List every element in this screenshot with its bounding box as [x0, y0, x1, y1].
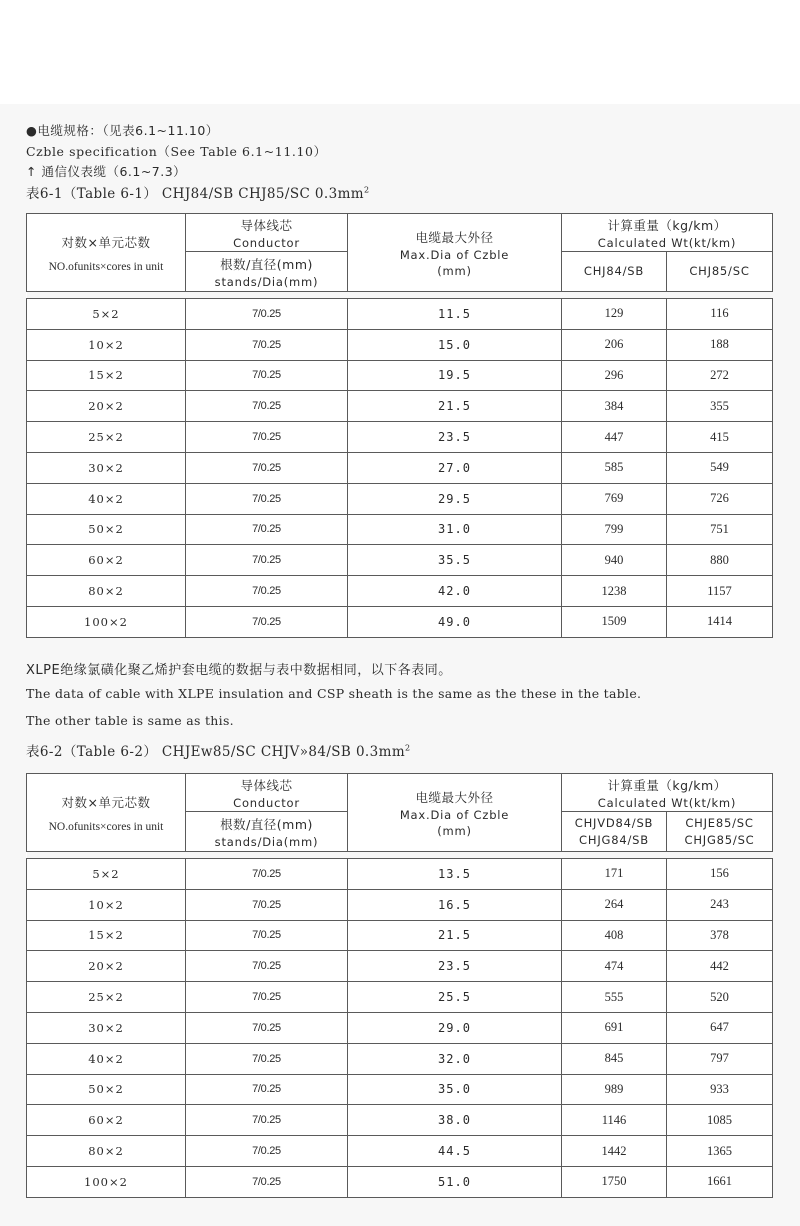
table-row [27, 360, 773, 391]
diameter-cell: 35.5 [348, 545, 562, 576]
pairs-cell: 60×2 [27, 1105, 186, 1136]
header-weight-cn: 计算重量（kg/km） [607, 217, 727, 233]
weight-b-cell: 116 [667, 299, 773, 330]
pairs-cell: 30×2 [27, 1012, 186, 1043]
conductor-cell: 7/0.25 [186, 920, 348, 951]
header-weight [562, 774, 773, 812]
weight-b-cell: 1661 [667, 1166, 773, 1197]
pairs-cell: 25×2 [27, 422, 186, 453]
pairs-cell: 100×2 [27, 606, 186, 637]
pairs-cell: 50×2 [27, 514, 186, 545]
weight-b-cell: 442 [667, 951, 773, 982]
pairs-cell: 100×2 [27, 1166, 186, 1197]
weight-b-cell: 933 [667, 1074, 773, 1105]
header-pairs-cn: 对数×单元芯数 [61, 794, 151, 810]
weight-b-cell: 1157 [667, 576, 773, 607]
pairs-cell: 40×2 [27, 483, 186, 514]
intro-category: ↑ 通信仪表缆（6.1~7.3） [26, 164, 187, 179]
header-model-a2: CHJG84/SB [579, 832, 649, 847]
pairs-cell: 20×2 [27, 391, 186, 422]
weight-a-cell: 1238 [562, 576, 667, 607]
header-strands [186, 812, 348, 852]
header-model-a [562, 812, 667, 852]
header-conductor-en: Conductor [233, 235, 300, 250]
table-row [27, 422, 773, 453]
weight-a-cell: 555 [562, 982, 667, 1013]
diameter-cell: 25.5 [348, 982, 562, 1013]
table1-caption-sup: 2 [364, 185, 370, 195]
header-strands-cn: 根数/直径(mm) [220, 816, 313, 832]
intro-spec-en: Czble specification（See Table 6.1~11.10） [26, 144, 327, 159]
diameter-cell: 23.5 [348, 422, 562, 453]
table-row [27, 1166, 773, 1197]
header-diameter-cn: 电缆最大外径 [415, 789, 494, 805]
conductor-cell: 7/0.25 [186, 299, 348, 330]
diameter-cell: 21.5 [348, 920, 562, 951]
weight-b-cell: 726 [667, 483, 773, 514]
weight-b-cell: 797 [667, 1043, 773, 1074]
table-row [27, 1043, 773, 1074]
header-conductor-cn: 导体线芯 [240, 777, 293, 793]
table-row [27, 391, 773, 422]
header-conductor-en: Conductor [233, 795, 300, 810]
pairs-cell: 40×2 [27, 1043, 186, 1074]
pairs-cell: 10×2 [27, 889, 186, 920]
weight-b-cell: 243 [667, 889, 773, 920]
conductor-cell: 7/0.25 [186, 360, 348, 391]
diameter-cell: 23.5 [348, 951, 562, 982]
header-model-b [667, 812, 773, 852]
header-diameter-unit: (mm) [437, 823, 472, 838]
weight-b-cell: 880 [667, 545, 773, 576]
weight-b-cell: 355 [667, 391, 773, 422]
header-pairs-en: NO.ofunits×cores in unit [48, 260, 164, 273]
top-blank-area [0, 0, 800, 104]
conductor-cell: 7/0.25 [186, 1043, 348, 1074]
header-strands-en: stands/Dia(mm) [214, 834, 319, 849]
note-en-2: The other table is same as this. [26, 713, 234, 728]
weight-b-cell: 647 [667, 1012, 773, 1043]
weight-a-cell: 845 [562, 1043, 667, 1074]
weight-a-cell: 799 [562, 514, 667, 545]
diameter-cell: 13.5 [348, 859, 562, 890]
diameter-cell: 16.5 [348, 889, 562, 920]
table2-caption-sup: 2 [405, 743, 411, 753]
conductor-cell: 7/0.25 [186, 452, 348, 483]
weight-a-cell: 989 [562, 1074, 667, 1105]
diameter-cell: 29.0 [348, 1012, 562, 1043]
header-model-b: CHJ85/SC [667, 252, 773, 292]
pairs-cell: 10×2 [27, 329, 186, 360]
conductor-cell: 7/0.25 [186, 951, 348, 982]
diameter-cell: 31.0 [348, 514, 562, 545]
diameter-cell: 29.5 [348, 483, 562, 514]
header-pairs-en: NO.ofunits×cores in unit [48, 820, 164, 833]
weight-a-cell: 1442 [562, 1136, 667, 1167]
table-row [27, 545, 773, 576]
header-model-a1: CHJVD84/SB [574, 815, 654, 830]
header-model-b2: CHJG85/SC [684, 832, 755, 847]
weight-a-cell: 171 [562, 859, 667, 890]
table2-body [27, 859, 773, 1198]
conductor-cell: 7/0.25 [186, 329, 348, 360]
header-diameter [348, 774, 562, 852]
pairs-cell: 5×2 [27, 859, 186, 890]
table-gap [27, 852, 773, 859]
table-row [27, 329, 773, 360]
diameter-cell: 35.0 [348, 1074, 562, 1105]
weight-a-cell: 585 [562, 452, 667, 483]
diameter-cell: 51.0 [348, 1166, 562, 1197]
header-conductor [186, 774, 348, 812]
weight-a-cell: 129 [562, 299, 667, 330]
table2-caption [26, 740, 411, 760]
pairs-cell: 80×2 [27, 576, 186, 607]
weight-a-cell: 940 [562, 545, 667, 576]
conductor-cell: 7/0.25 [186, 422, 348, 453]
weight-b-cell: 751 [667, 514, 773, 545]
diameter-cell: 19.5 [348, 360, 562, 391]
weight-a-cell: 384 [562, 391, 667, 422]
table-row [27, 859, 773, 890]
diameter-cell: 27.0 [348, 452, 562, 483]
table-row [27, 889, 773, 920]
note-en-1: The data of cable with XLPE insulation and CSP sheath is the same as the these in the table. [26, 686, 642, 701]
spec-table-1 [26, 213, 773, 638]
table-row [27, 576, 773, 607]
pairs-cell: 20×2 [27, 951, 186, 982]
header-diameter-en: Max.Dia of Czble [399, 807, 510, 822]
table-row [27, 452, 773, 483]
header-strands-en: stands/Dia(mm) [214, 274, 319, 289]
pairs-cell: 60×2 [27, 545, 186, 576]
pairs-cell: 15×2 [27, 360, 186, 391]
weight-a-cell: 1750 [562, 1166, 667, 1197]
pairs-cell: 80×2 [27, 1136, 186, 1167]
header-strands-cn: 根数/直径(mm) [220, 256, 313, 272]
conductor-cell: 7/0.25 [186, 1012, 348, 1043]
table1-caption-text: 表6-1（Table 6-1） CHJ84/SB CHJ85/SC 0.3mm [26, 186, 364, 202]
pairs-cell: 15×2 [27, 920, 186, 951]
weight-b-cell: 1365 [667, 1136, 773, 1167]
table-row [27, 951, 773, 982]
header-weight-cn: 计算重量（kg/km） [607, 777, 727, 793]
weight-b-cell: 415 [667, 422, 773, 453]
pairs-cell: 25×2 [27, 982, 186, 1013]
table-row [27, 606, 773, 637]
weight-b-cell: 156 [667, 859, 773, 890]
table-gap [27, 292, 773, 299]
conductor-cell: 7/0.25 [186, 606, 348, 637]
table-row [27, 483, 773, 514]
diameter-cell: 11.5 [348, 299, 562, 330]
conductor-cell: 7/0.25 [186, 1136, 348, 1167]
diameter-cell: 49.0 [348, 606, 562, 637]
table-row [27, 299, 773, 330]
spec-table-2 [26, 773, 773, 1198]
intro-spec-cn: ●电缆规格：（见表6.1~11.10） [26, 123, 219, 138]
table1-body [27, 299, 773, 638]
diameter-cell: 38.0 [348, 1105, 562, 1136]
weight-a-cell: 206 [562, 329, 667, 360]
table-row [27, 1074, 773, 1105]
weight-b-cell: 520 [667, 982, 773, 1013]
header-conductor [186, 214, 348, 252]
weight-b-cell: 549 [667, 452, 773, 483]
weight-a-cell: 264 [562, 889, 667, 920]
conductor-cell: 7/0.25 [186, 1074, 348, 1105]
header-diameter [348, 214, 562, 292]
weight-b-cell: 188 [667, 329, 773, 360]
table-row [27, 920, 773, 951]
header-model-b1: CHJE85/SC [685, 815, 754, 830]
header-weight-en: Calculated Wt(kt/km) [597, 795, 737, 810]
conductor-cell: 7/0.25 [186, 391, 348, 422]
weight-a-cell: 296 [562, 360, 667, 391]
table2-caption-text: 表6-2（Table 6-2） CHJEw85/SC CHJV»84/SB 0.3mm [26, 744, 406, 760]
conductor-cell: 7/0.25 [186, 545, 348, 576]
conductor-cell: 7/0.25 [186, 1105, 348, 1136]
weight-a-cell: 408 [562, 920, 667, 951]
pairs-cell: 5×2 [27, 299, 186, 330]
header-strands [186, 252, 348, 292]
header-weight [562, 214, 773, 252]
conductor-cell: 7/0.25 [186, 576, 348, 607]
table-row [27, 514, 773, 545]
diameter-cell: 21.5 [348, 391, 562, 422]
weight-a-cell: 769 [562, 483, 667, 514]
pairs-cell: 30×2 [27, 452, 186, 483]
header-diameter-unit: (mm) [437, 263, 472, 278]
diameter-cell: 42.0 [348, 576, 562, 607]
header-weight-en: Calculated Wt(kt/km) [597, 235, 737, 250]
weight-a-cell: 1509 [562, 606, 667, 637]
header-model-a: CHJ84/SB [562, 252, 667, 292]
conductor-cell: 7/0.25 [186, 514, 348, 545]
table1-caption [26, 182, 370, 202]
pairs-cell: 50×2 [27, 1074, 186, 1105]
weight-b-cell: 1085 [667, 1105, 773, 1136]
conductor-cell: 7/0.25 [186, 1166, 348, 1197]
table-row [27, 1012, 773, 1043]
note-cn: XLPE绝缘氯磺化聚乙烯护套电缆的数据与表中数据相同，以下各表同。 [26, 663, 452, 678]
conductor-cell: 7/0.25 [186, 889, 348, 920]
weight-a-cell: 447 [562, 422, 667, 453]
weight-a-cell: 691 [562, 1012, 667, 1043]
header-diameter-en: Max.Dia of Czble [399, 247, 510, 262]
header-pairs [27, 774, 186, 852]
weight-a-cell: 474 [562, 951, 667, 982]
conductor-cell: 7/0.25 [186, 982, 348, 1013]
header-diameter-cn: 电缆最大外径 [415, 229, 494, 245]
header-conductor-cn: 导体线芯 [240, 217, 293, 233]
conductor-cell: 7/0.25 [186, 483, 348, 514]
table-row [27, 1136, 773, 1167]
diameter-cell: 15.0 [348, 329, 562, 360]
weight-b-cell: 378 [667, 920, 773, 951]
weight-b-cell: 272 [667, 360, 773, 391]
header-pairs [27, 214, 186, 292]
table-row [27, 1105, 773, 1136]
weight-a-cell: 1146 [562, 1105, 667, 1136]
conductor-cell: 7/0.25 [186, 859, 348, 890]
table-row [27, 982, 773, 1013]
header-pairs-cn: 对数×单元芯数 [61, 234, 151, 250]
diameter-cell: 32.0 [348, 1043, 562, 1074]
diameter-cell: 44.5 [348, 1136, 562, 1167]
weight-b-cell: 1414 [667, 606, 773, 637]
